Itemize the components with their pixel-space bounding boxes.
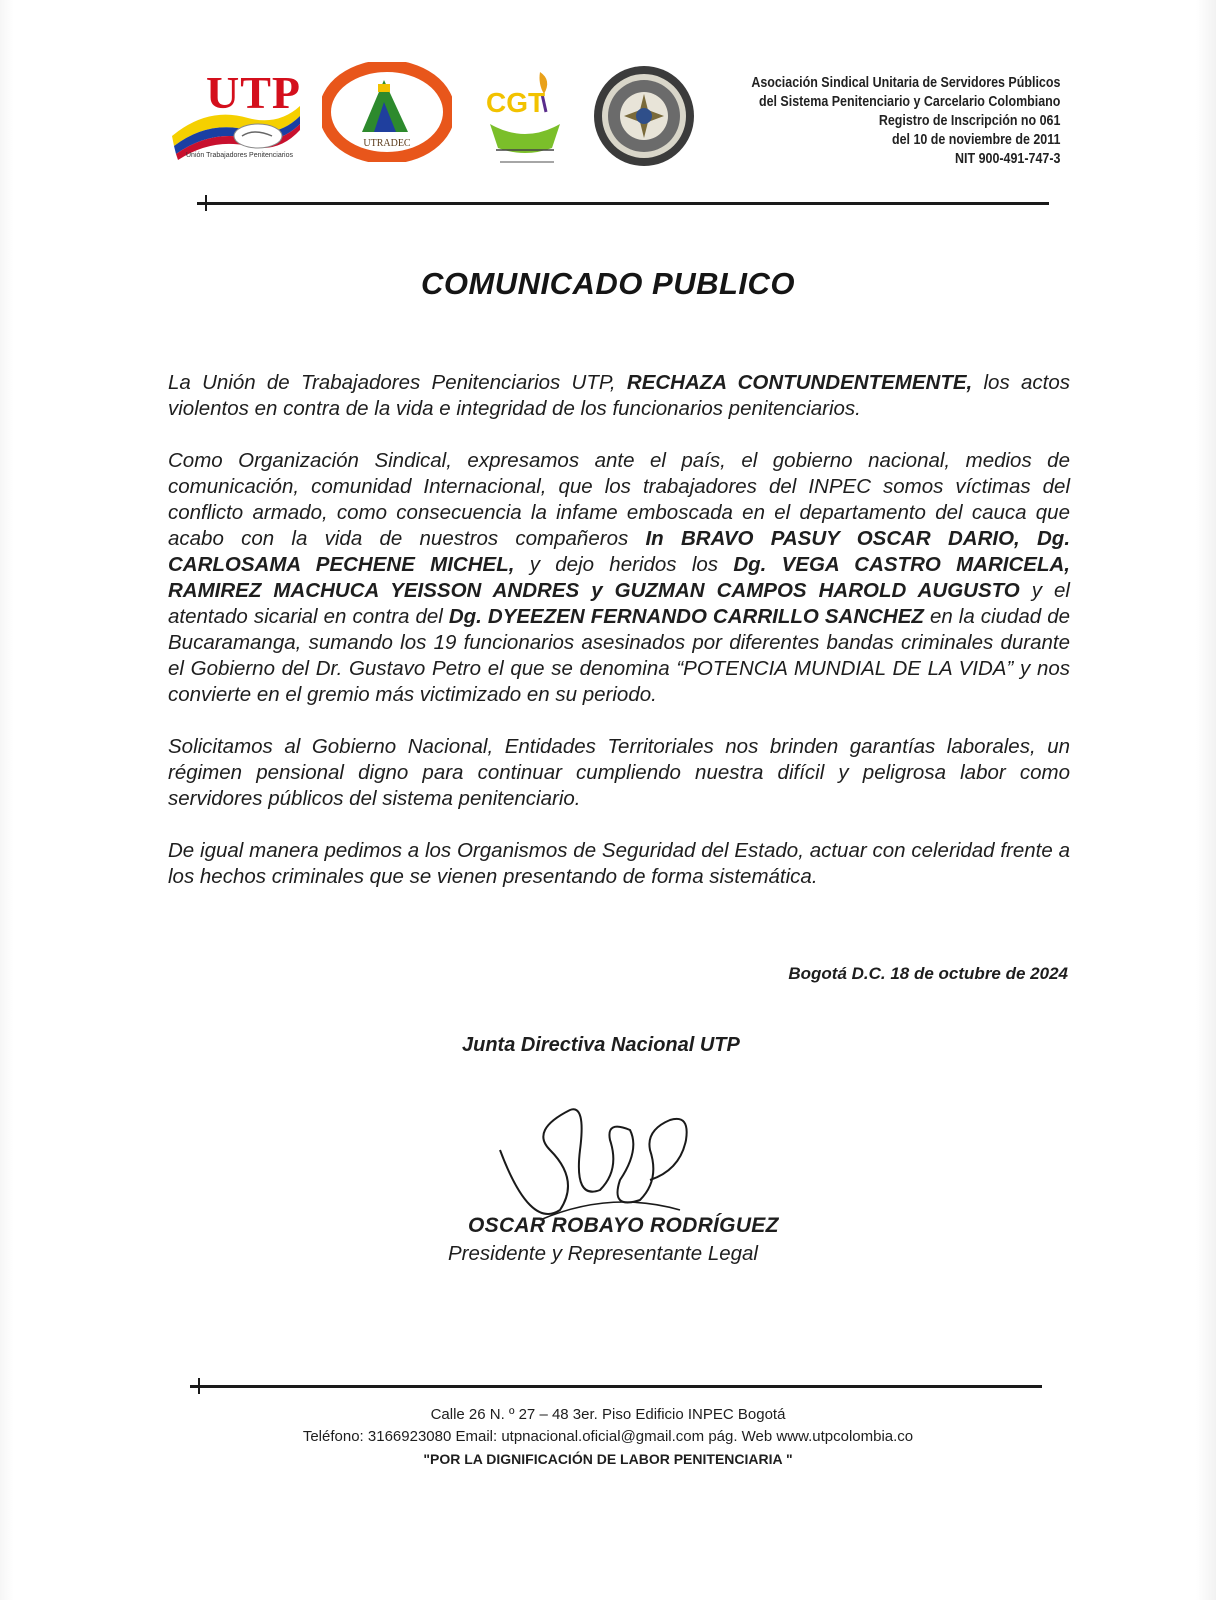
registration-line: Registro de Inscripción no 061 xyxy=(878,113,1060,129)
paragraph-3: Solicitamos al Gobierno Nacional, Entidades Territoriales nos brinden garantías laborales, un régimen pensional digno para continuar cumpliendo nuestra difícil y peligrosa labor como servidores públicos del sistema penitenciario. xyxy=(168,735,1070,810)
p2-victims-names: In BRAVO PASUY OSCAR DARIO, Dg. CARLOSAMA PECHENE MICHEL, xyxy=(168,527,1071,576)
document-body xyxy=(168,370,1070,916)
p2-text-a: Como Organización Sindical, expresamos ante el país, el gobierno nacional, medios de comunicación, comunidad Internacional, que los trabajadores del INPEC somos víctimas del conflicto armado, como consecuencia la infame emboscada en el departamento del cauca que acabo con la vida de nuestros compañeros xyxy=(168,449,1070,550)
p1-text-a: La Unión de Trabajadores Penitenciarios UTP, xyxy=(168,371,627,394)
p1-emphasis: RECHAZA CONTUNDENTEMENTE, xyxy=(626,371,973,394)
p2-text-g: en la ciudad de Bucaramanga, sumando los 19 funcionarios asesinados por diferentes bandas criminales durante el Gobierno del Dr. Gustavo Petro el que se denomina “POTENCIA MUNDIAL DE LA VIDA” y nos convierte en el gremio más victimizado en su periodo. xyxy=(168,605,1070,706)
logo-strip xyxy=(168,58,708,170)
utp-logo xyxy=(168,66,308,170)
p2-text-e: y el atentado sicarial en contra del xyxy=(168,579,1070,628)
signer-name: OSCAR ROBAYO RODRÍGUEZ xyxy=(468,1214,779,1237)
org-name-line-1: Asociación Sindical Unitaria de Servidores Públicos xyxy=(750,75,1060,91)
utradec-logo-text: UTRADEC xyxy=(363,138,411,149)
p2-injured-names: Dg. VEGA CASTRO MARICELA, RAMIREZ MACHUCA YEISSON ANDRES y GUZMAN CAMPOS HAROLD AUGUSTO xyxy=(168,553,1070,602)
footer-motto: "POR LA DIGNIFICACIÓN DE LABOR PENITENCIARIA " xyxy=(423,1451,793,1467)
nit-line: NIT 900-491-747-3 xyxy=(954,151,1060,167)
document-date: Bogotá D.C. 18 de octubre de 2024 xyxy=(788,964,1068,983)
paragraph-2 xyxy=(168,448,1070,708)
footer-divider xyxy=(190,1385,1042,1388)
org-name-line-2: del Sistema Penitenciario y Carcelario Colombiano xyxy=(758,94,1060,110)
p2-text-c: y dejo heridos los xyxy=(514,553,734,576)
header-divider-tick xyxy=(205,195,207,211)
footer xyxy=(0,1404,1216,1470)
registration-date-line: del 10 de noviembre de 2011 xyxy=(891,132,1060,148)
p1-text-c: los actos violentos en contra de la vida e integridad de los funcionarios penitenciarios. xyxy=(168,371,1070,420)
organization-info xyxy=(751,74,1060,169)
footer-divider-tick xyxy=(198,1378,200,1394)
footer-contact: Teléfono: 3166923080 Email: utpnacional.oficial@gmail.com pág. Web www.utpcolombia.co xyxy=(302,1428,914,1445)
footer-address: Calle 26 N. º 27 – 48 3er. Piso Edificio INPEC Bogotá xyxy=(430,1406,786,1423)
p2-attack-victim-name: Dg. DYEEZEN FERNANDO CARRILLO SANCHEZ xyxy=(448,605,924,628)
board-name: Junta Directiva Nacional UTP xyxy=(462,1034,740,1056)
document-title: COMUNICADO PUBLICO xyxy=(420,266,796,301)
cgt-logo xyxy=(480,68,570,164)
header-divider xyxy=(197,202,1049,205)
utradec-logo xyxy=(322,62,452,162)
paragraph-4: De igual manera pedimos a los Organismos de Seguridad del Estado, actuar con celeridad frente a los hechos criminales que se vienen presentando de forma sistemática. xyxy=(168,839,1070,888)
cgt-logo-text: CGT xyxy=(486,87,546,118)
oas-seal-logo xyxy=(592,64,696,168)
signer-role: Presidente y Representante Legal xyxy=(448,1242,758,1265)
paragraph-1 xyxy=(168,370,1070,422)
utp-logo-text: UTP xyxy=(206,67,301,118)
utp-logo-subtitle: Unión Trabajadores Penitenciarios xyxy=(186,152,294,159)
